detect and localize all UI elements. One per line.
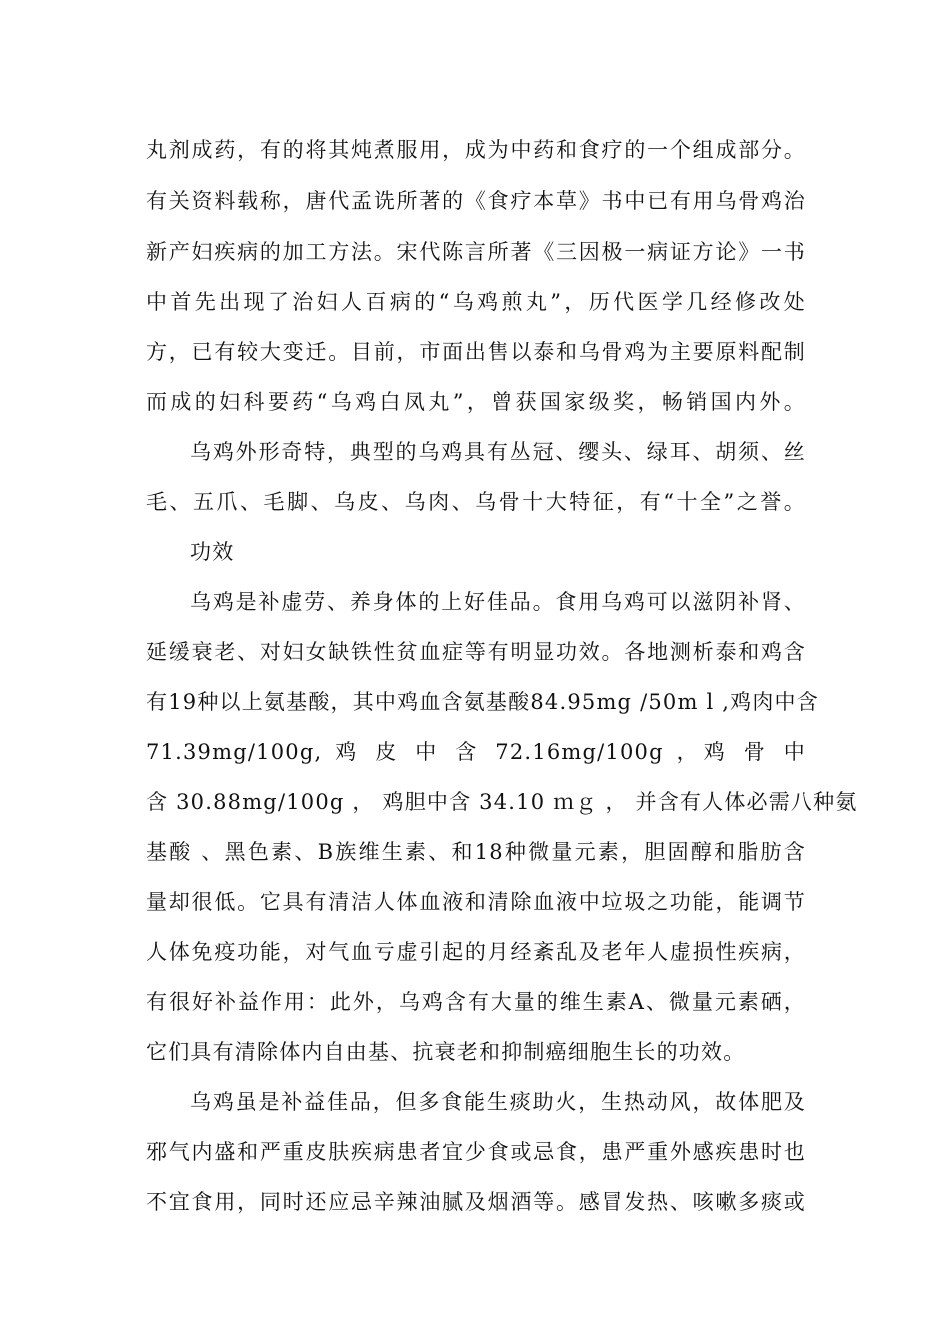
paragraph-line: 不宜食用，同时还应忌辛辣油腻及烟酒等。感冒发热、咳嗽多痰或 — [146, 1190, 806, 1214]
paragraph-line: 基酸 、黑色素、B族维生素、和18种微量元素，胆固醇和脂肪含 — [146, 840, 806, 864]
paragraph-line: 毛、五爪、毛脚、乌皮、乌肉、乌骨十大特征，有“十全”之誉。 — [146, 490, 806, 514]
paragraph-line: 乌鸡是补虚劳、养身体的上好佳品。食用乌鸡可以滋阴补肾、 — [190, 590, 806, 614]
paragraph-line: 人体免疫功能，对气血亏虚引起的月经紊乱及老年人虚损性疾病， — [146, 940, 806, 964]
paragraph-line: 邪气内盛和严重皮肤疾病患者宜少食或忌食，患严重外感疾患时也 — [146, 1140, 806, 1164]
paragraph-line: 乌鸡虽是补益佳品，但多食能生痰助火，生热动风，故体肥及 — [190, 1090, 806, 1114]
paragraph-line: 而成的妇科要药“乌鸡白凤丸”，曾获国家级奖，畅销国内外。 — [146, 390, 806, 414]
paragraph-line: 有19种以上氨基酸，其中鸡血含氨基酸84.95mg /50m l ,鸡肉中含 — [146, 690, 819, 714]
paragraph-line: 乌鸡外形奇特，典型的乌鸡具有丛冠、缨头、绿耳、胡须、丝 — [190, 440, 806, 464]
paragraph-line: 含 30.88mg/100g ， 鸡胆中含 34.10 ｍｇ ， 并含有人体必需八种氨 — [146, 790, 858, 814]
paragraph-line: 有关资料载称，唐代孟诜所著的《食疗本草》书中已有用乌骨鸡治 — [146, 189, 806, 213]
paragraph-line: 方，已有较大变迁。目前，市面出售以泰和乌骨鸡为主要原料配制 — [146, 340, 806, 364]
paragraph-line: 新产妇疾病的加工方法。宋代陈言所著《三因极一病证方论》一书 — [146, 240, 806, 264]
section-heading: 功效 — [190, 540, 235, 564]
paragraph-line: 中首先出现了治妇人百病的“乌鸡煎丸”，历代医学几经修改处 — [146, 290, 806, 314]
paragraph-line: 有很好补益作用：此外，乌鸡含有大量的维生素A、微量元素硒， — [146, 990, 806, 1014]
paragraph-line: 量却很低。它具有清洁人体血液和清除血液中垃圾之功能，能调节 — [146, 890, 806, 914]
paragraph-line: 丸剂成药，有的将其炖煮服用，成为中药和食疗的一个组成部分。 — [146, 138, 806, 162]
paragraph-line: 延缓衰老、对妇女缺铁性贫血症等有明显功效。各地测析泰和鸡含 — [146, 640, 806, 664]
paragraph-line: 71.39mg/100g, 鸡 皮 中 含 72.16mg/100g ，鸡 骨 中 — [146, 740, 806, 764]
paragraph-line: 它们具有清除体内自由基、抗衰老和抑制癌细胞生长的功效。 — [146, 1040, 746, 1064]
